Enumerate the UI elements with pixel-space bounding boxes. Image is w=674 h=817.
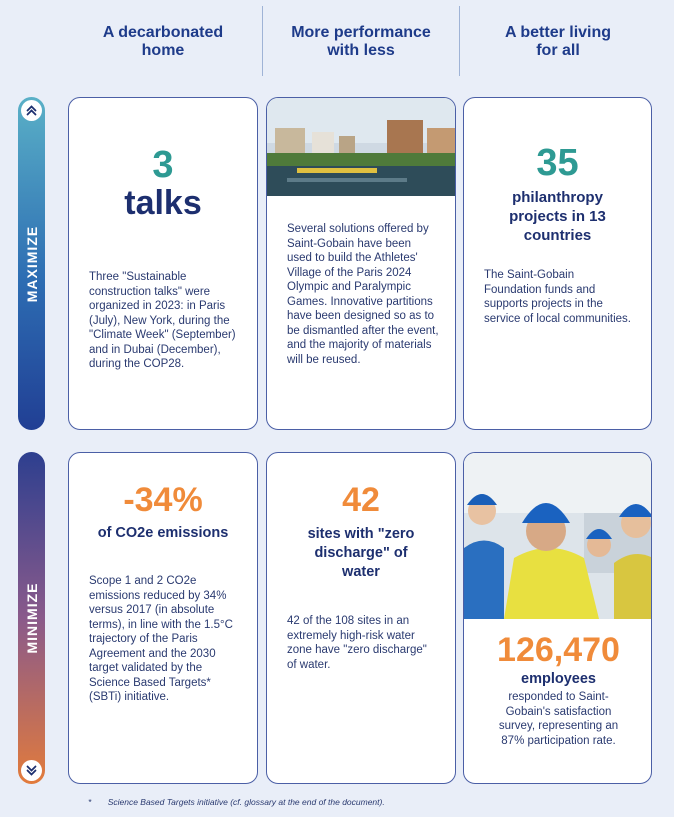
- philanthropy-unit: philanthropy projects in 13 countries: [509, 189, 606, 244]
- water-figure: 42: [342, 481, 380, 519]
- water-description: 42 of the 108 sites in an extremely high-risk water zone have "zero discharge" of water.: [287, 615, 427, 671]
- talks-figure: 3: [152, 144, 174, 186]
- card-philanthropy: [463, 97, 652, 430]
- column-header-performance: More performance with less: [291, 24, 431, 59]
- athletes-village-description: Several solutions offered by Saint-Gobain have been used to build the Athletes' Village of the Paris 2024 Olympic and Paralympic Games. Innovative partitions have been designed so as to be dismantled after the event, and the majority of materials will be reused.: [287, 223, 439, 366]
- athletes-village-photo: [267, 98, 456, 196]
- co2-unit: of CO2e emissions: [97, 525, 229, 541]
- column-header-decarbonated-home: A decarbonated home: [102, 24, 224, 59]
- minimize-label: MINIMIZE: [23, 582, 40, 654]
- talks-unit: talks: [124, 184, 202, 222]
- double-chevron-up-icon[interactable]: [21, 100, 42, 121]
- card-athletes-village: [266, 97, 456, 430]
- employees-figure: 126,470: [497, 631, 620, 669]
- double-chevron-down-icon[interactable]: [21, 760, 42, 781]
- footnote-mark: *: [88, 797, 92, 807]
- maximize-label: MAXIMIZE: [23, 225, 40, 302]
- water-unit: sites with "zero discharge" of water: [307, 526, 415, 580]
- employees-description: responded to Saint-Gobain's satisfaction survey, representing an 87% participation rate.: [498, 691, 619, 747]
- card-zero-discharge-water: [266, 452, 456, 784]
- employees-unit: employees: [521, 671, 596, 687]
- card-sustainable-talks: [68, 97, 258, 430]
- maximize-bar: [18, 97, 45, 430]
- column-divider: [459, 6, 460, 76]
- talks-description: Three "Sustainable construction talks" were organized in 2023: in Paris (July), New York, during the "Climate Week" (September) and in Dubai (December), during the COP28.: [89, 271, 236, 370]
- philanthropy-description: The Saint-Gobain Foundation funds and supports projects in the service of local communities.: [484, 269, 631, 325]
- co2-description: Scope 1 and 2 CO2e emissions reduced by 34% versus 2017 (in absolute terms), in line with the 1.5°C trajectory of the Paris Agreement and the 2030 target validated by the Science Based Targets* (SBTi) initiative.: [89, 575, 233, 703]
- employees-photo: [464, 453, 652, 619]
- co2-figure: -34%: [123, 481, 203, 519]
- column-header-better-living: A better living for all: [504, 24, 612, 59]
- footnote-text: Science Based Targets initiative (cf. glossary at the end of the document).: [107, 797, 385, 807]
- footnote: [88, 797, 385, 807]
- minimize-bar: [18, 452, 45, 784]
- card-co2-emissions: [68, 452, 258, 784]
- philanthropy-figure: 35: [536, 142, 579, 184]
- card-employees: [463, 452, 652, 784]
- column-divider: [262, 6, 263, 76]
